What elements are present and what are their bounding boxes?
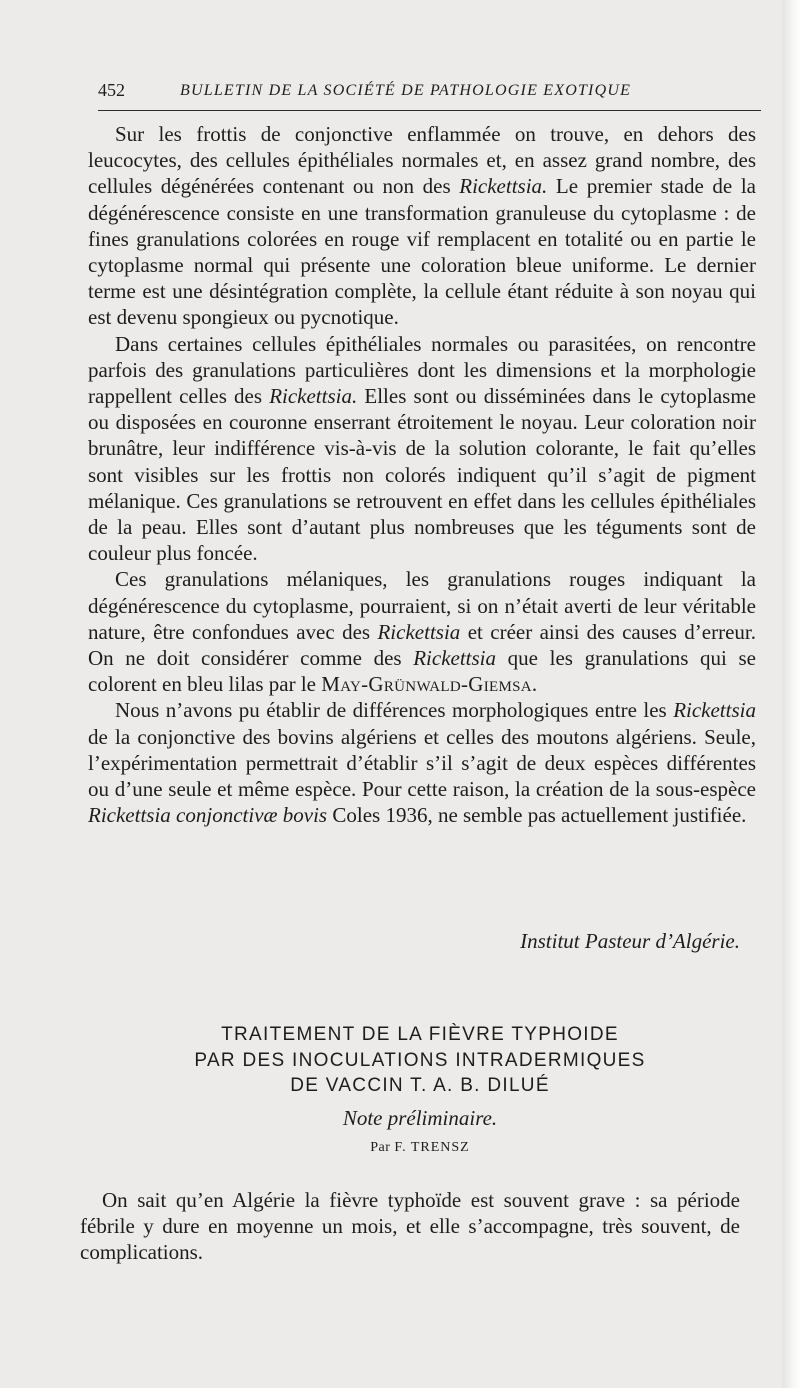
stain-name: May-Grünwald-Giemsa. [321,672,538,697]
article-subtitle: Note préliminaire. [342,1106,498,1130]
title-line-2: PAR DES INOCULATIONS INTRADERMIQUES [194,1049,646,1071]
paragraph-4: Nous n’avons pu établir de différences morphologiques entre les Rickettsia de la conjonctive des bovins algériens et celles des moutons algériens. Seule, l’expérimentation permettrait d’établir s’il s’agit de deux espèces différentes ou d’une seule et même espèce. Pour cette raison, la création de la sous-espèce Rickettsia conjonctivæ bovis Coles 1936, ne semble pas actuellement justifiée. [88,698,756,828]
genus-name: Rickettsia. [459,174,548,199]
paragraph-2: Dans certaines cellules épithéliales normales ou parasitées, on rencontre parfois des granulations particulières dont les dimensions et la morphologie rappellent celles des Rickettsia. Elles sont ou disséminées dans le cytoplasme ou disposées en couronne enserrant étroitement le noyau. Leur coloration noir brunâtre, leur indifférence vis-à-vis de la solution colorante, le fait qu’elles sont visibles sur les frottis non colorés indiquent qu’il s’agit de pigment mélanique. Ces granulations se retrouvent en effet dans les cellules épithéliales de la peau. Elles sont d’autant plus nombreuses que les téguments sont de couleur plus foncée. [88,331,756,566]
page-number: 452 [98,80,125,100]
next-article-intro [80,1187,740,1265]
byline [120,1140,720,1156]
intro-paragraph: On sait qu’en Algérie la fièvre typhoïde est souvent grave : sa période fébrile y dure en moyenne un mois, et elle s’accompagne, très souvent, de complications. [80,1188,740,1264]
paragraph-1: Sur les frottis de conjonctive enflammée on trouve, en dehors des leucocytes, des cellules épithéliales normales et, en assez grand nombre, des cellules dégénérées contenant ou non des Rickettsia. Le premier stade de la dégénérescence consiste en une transformation granuleuse du cytoplasme : de fines granulations colorées en rouge vif remplacent en totalité ou en partie le cytoplasme normal qui présente une coloration bleue uniforme. Le dernier terme est une désintégration complète, la cellule étant réduite à son noyau qui est devenu spongieux ou pycnotique. [88,122,756,330]
institution-signature: Institut Pasteur d’Algérie. [520,929,740,953]
genus-name: Rickettsia. [269,384,358,409]
genus-name: Rickettsia [377,619,461,644]
paragraph-3: Ces granulations mélaniques, les granulations rouges indiquant la dégénérescence du cytoplasme, pourraient, si on n’était averti de leur véritable nature, être confondues avec des Rickettsia et créer ainsi des causes d’erreur. On ne doit considérer comme des Rickettsia que les granulations qui se colorent en bleu lilas par le May-Grünwald-Giemsa. [88,567,756,697]
running-title: BULLETIN DE LA SOCIÉTÉ DE PATHOLOGIE EXOTIQUE [180,82,632,99]
species-name: Rickettsia conjonctivæ bovis [88,803,328,828]
article-body [88,121,756,828]
genus-name: Rickettsia [413,646,497,671]
title-line-1: TRAITEMENT DE LA FIÈVRE TYPHOIDE [221,1024,619,1045]
next-article-title [120,1022,720,1099]
byline-prefix: Par [370,1140,391,1155]
genus-name: Rickettsia [673,698,756,723]
header-rule [98,110,761,111]
page-header [98,80,758,108]
author-name: F. TRENSZ [394,1140,470,1155]
title-line-3: DE VACCIN T. A. B. DILUÉ [290,1075,550,1096]
scan-edge [782,0,800,1388]
